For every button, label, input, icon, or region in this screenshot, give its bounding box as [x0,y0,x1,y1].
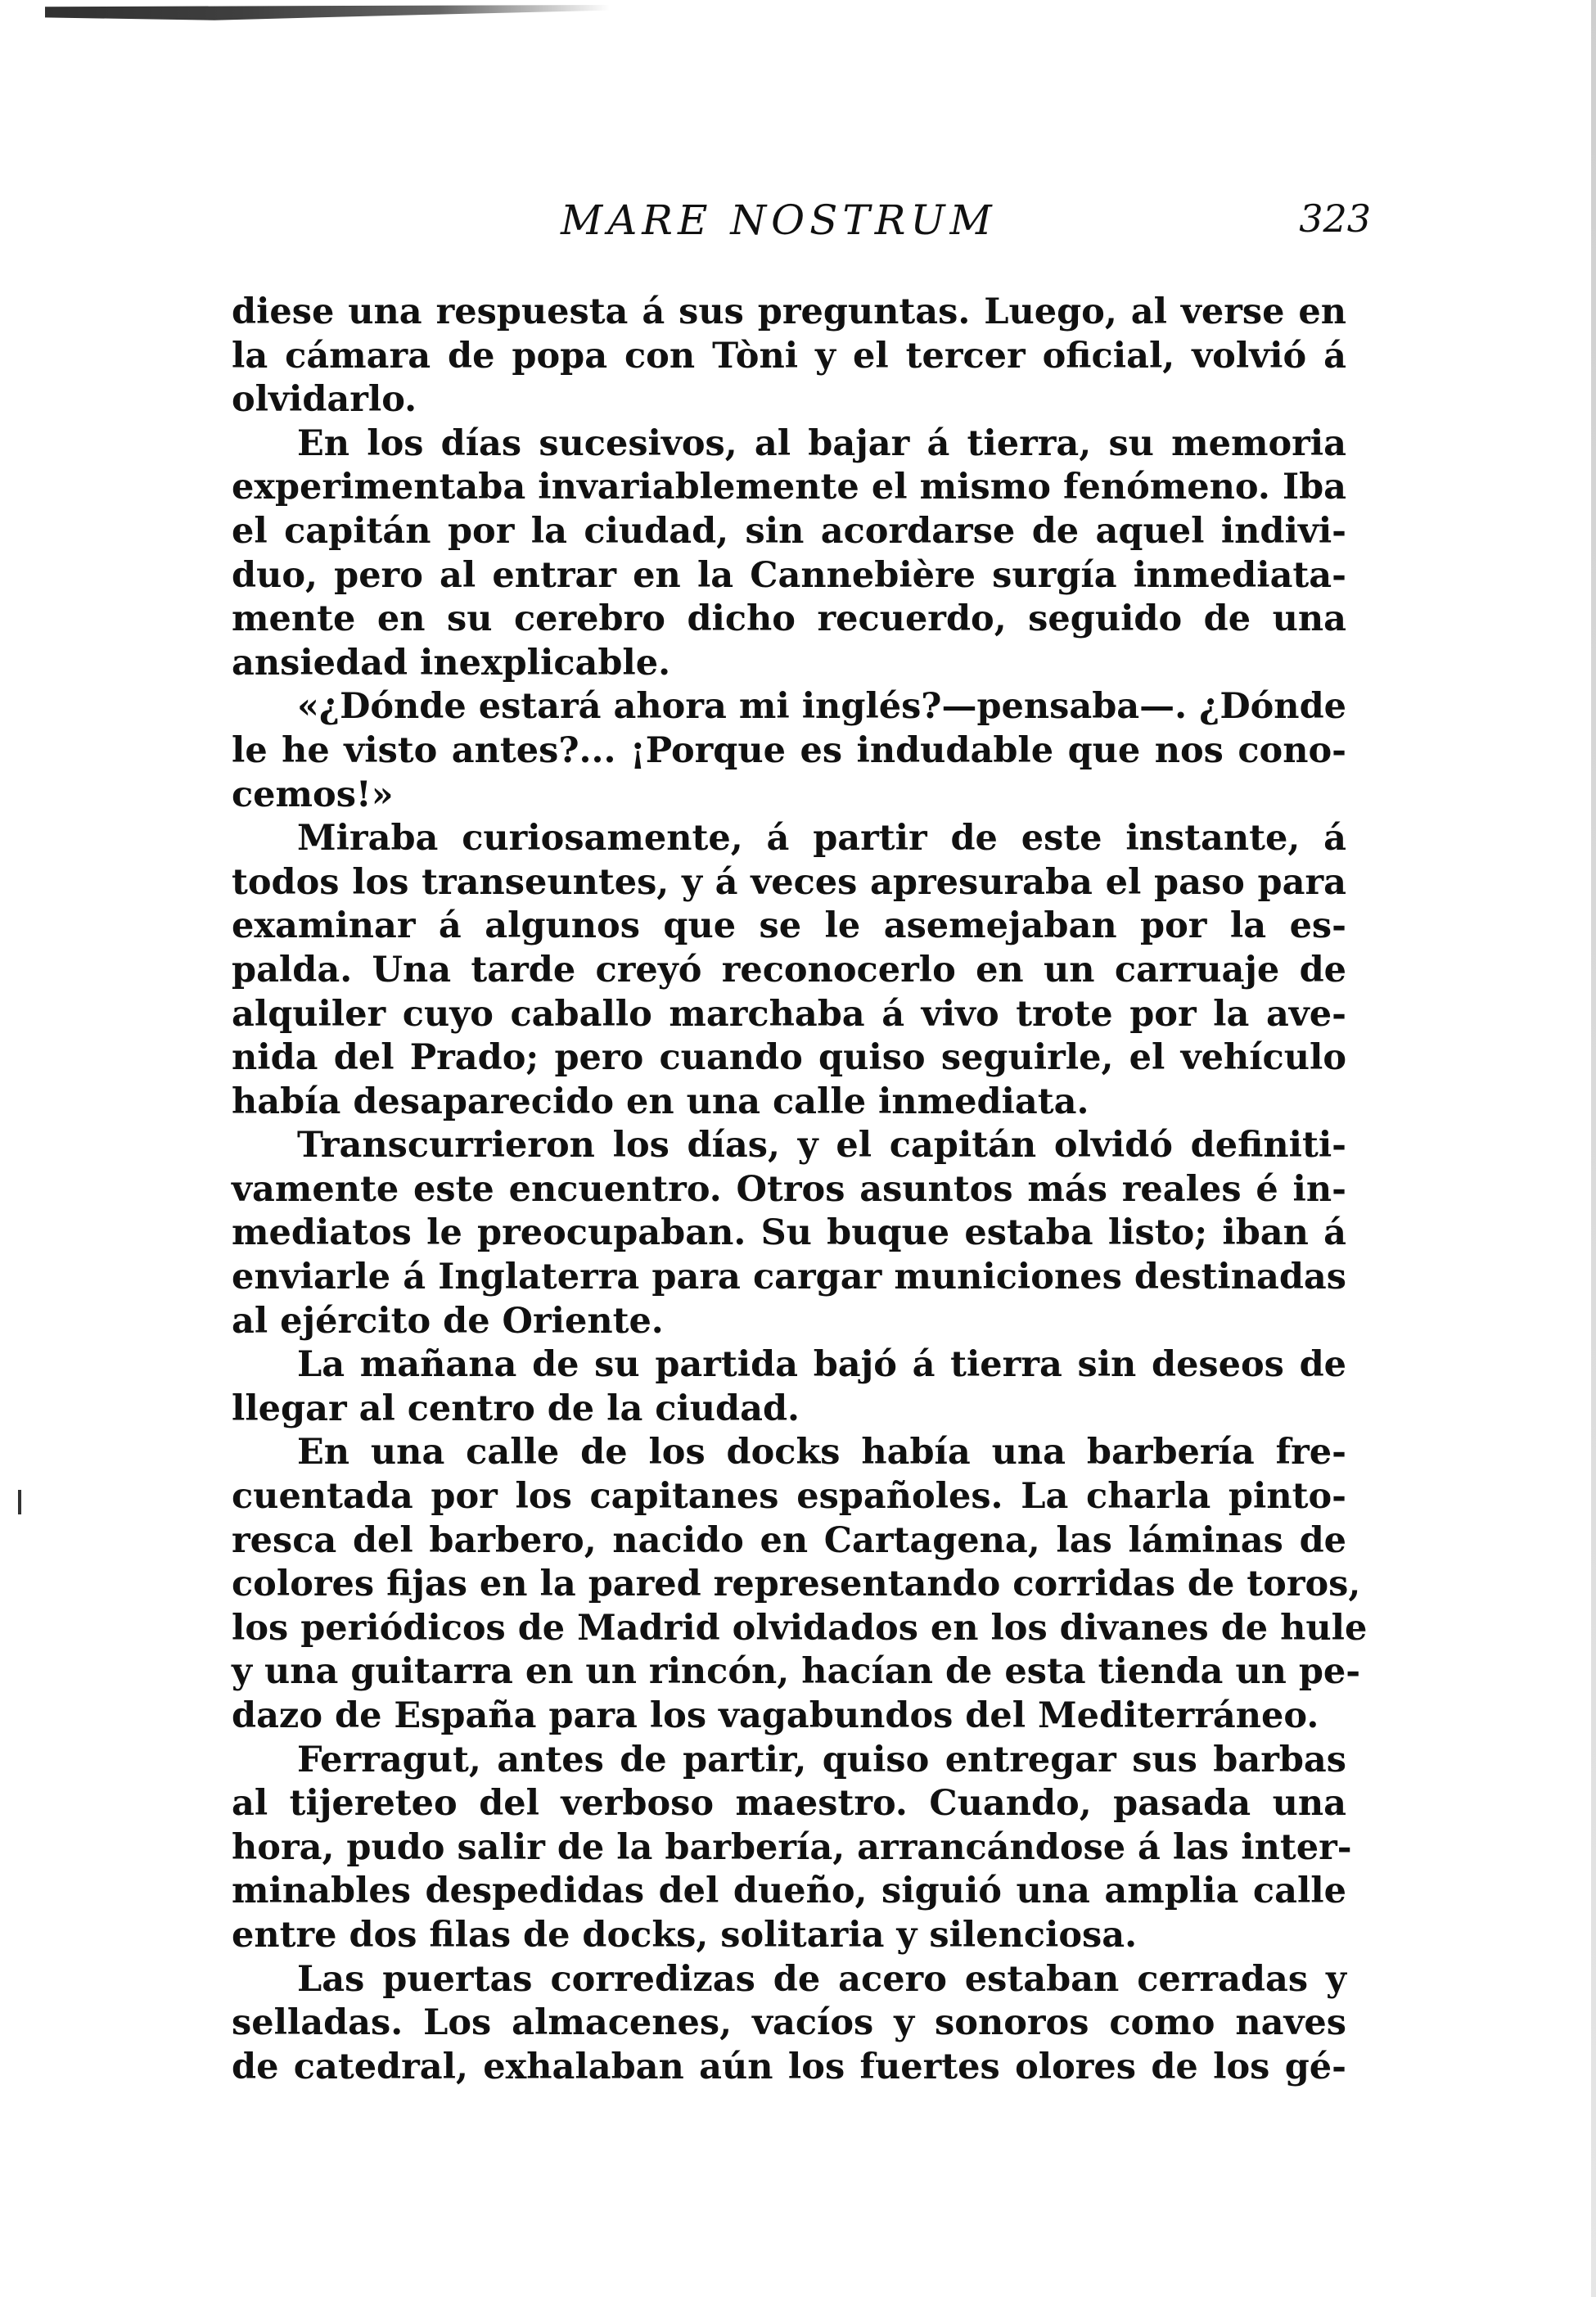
text-line: hora, pudo salir de la barbería, arrancándose á las inter- [232,1826,1352,1868]
text-line: Ferragut, antes de partir, quiso entregar sus barbas [297,1739,1346,1780]
running-title: MARE NOSTRUM [561,196,997,244]
text-line: había desaparecido en una calle inmediata. [232,1081,1089,1122]
text-line: al tijereteo del verboso maestro. Cuando, pasada una [232,1783,1346,1825]
text-line: todos los transeuntes, y á veces apresuraba el paso para [232,861,1346,903]
text-line: examinar á algunos que se le asemejaban por la es- [232,905,1346,947]
text-line: colores fijas en la pared representando corridas de toros, [232,1564,1361,1605]
text-line: palda. Una tarde creyó reconocerlo en un carruaje de [232,949,1346,991]
text-line: ansiedad inexplicable. [232,642,671,684]
text-line: de catedral, exhalaban aún los fuertes olores de los gé- [232,2046,1346,2087]
text-line: diese una respuesta á sus preguntas. Luego, al verse en [232,291,1346,332]
text-line: cemos!» [232,774,394,815]
text-line: nida del Prado; pero cuando quiso seguirle, el vehículo [232,1037,1346,1079]
text-line: experimentaba invariablemente el mismo fenómeno. Iba [232,467,1346,508]
scan-smudge [45,5,610,23]
text-line: entre dos filas de docks, solitaria y silenciosa. [232,1914,1138,1956]
text-line: la cámara de popa con Tòni y el tercer oficial, volvió á [232,335,1346,377]
text-line: al ejército de Oriente. [232,1300,664,1342]
body-text [232,291,1368,2089]
text-line: duo, pero al entrar en la Cannebière surgía inmediata- [232,554,1346,596]
text-line: Miraba curiosamente, á partir de este instante, á [297,818,1346,860]
text-line: los periódicos de Madrid olvidados en los divanes de hule [232,1607,1368,1649]
text-line: minables despedidas del dueño, siguió una amplia calle [232,1871,1346,1912]
page-edge [1591,0,1596,2297]
text-line: selladas. Los almacenes, vacíos y sonoros como naves [232,2002,1346,2044]
page-header [233,196,1371,254]
text-line: Transcurrieron los días, y el capitán olvidó definiti- [297,1125,1346,1167]
text-line: «¿Dónde estará ahora mi inglés?—pensaba—. ¿Dónde [297,686,1346,728]
text-line: La mañana de su partida bajó á tierra sin deseos de [297,1344,1346,1386]
page-number: 323 [1299,196,1371,241]
text-line: mediatos le preocupaban. Su buque estaba listo; iban á [232,1212,1346,1254]
text-line: y una guitarra en un rincón, hacían de esta tienda un pe- [232,1651,1361,1693]
scan-mark [18,1490,21,1514]
text-line: llegar al centro de la ciudad. [232,1388,800,1429]
text-line: Las puertas corredizas de acero estaban cerradas y [297,1958,1346,2000]
text-line: resca del barbero, nacido en Cartagena, las láminas de [232,1519,1346,1561]
text-line: mente en su cerebro dicho recuerdo, seguido de una [232,598,1346,640]
text-line: el capitán por la ciudad, sin acordarse de aquel indivi- [232,510,1346,552]
text-line: olvidarlo. [232,379,417,421]
text-line: alquiler cuyo caballo marchaba á vivo trote por la ave- [232,993,1346,1035]
text-line: En una calle de los docks había una barbería fre- [297,1432,1346,1473]
text-line: vamente este encuentro. Otros asuntos más reales é in- [232,1168,1346,1210]
text-line: cuentada por los capitanes españoles. La charla pinto- [232,1476,1346,1518]
text-line: dazo de España para los vagabundos del Mediterráneo. [232,1695,1319,1736]
text-line: enviarle á Inglaterra para cargar municiones destinadas [232,1257,1346,1298]
text-line: le he visto antes?... ¡Porque es indudable que nos cono- [232,729,1346,771]
text-line: En los días sucesivos, al bajar á tierra, su memoria [297,422,1346,464]
